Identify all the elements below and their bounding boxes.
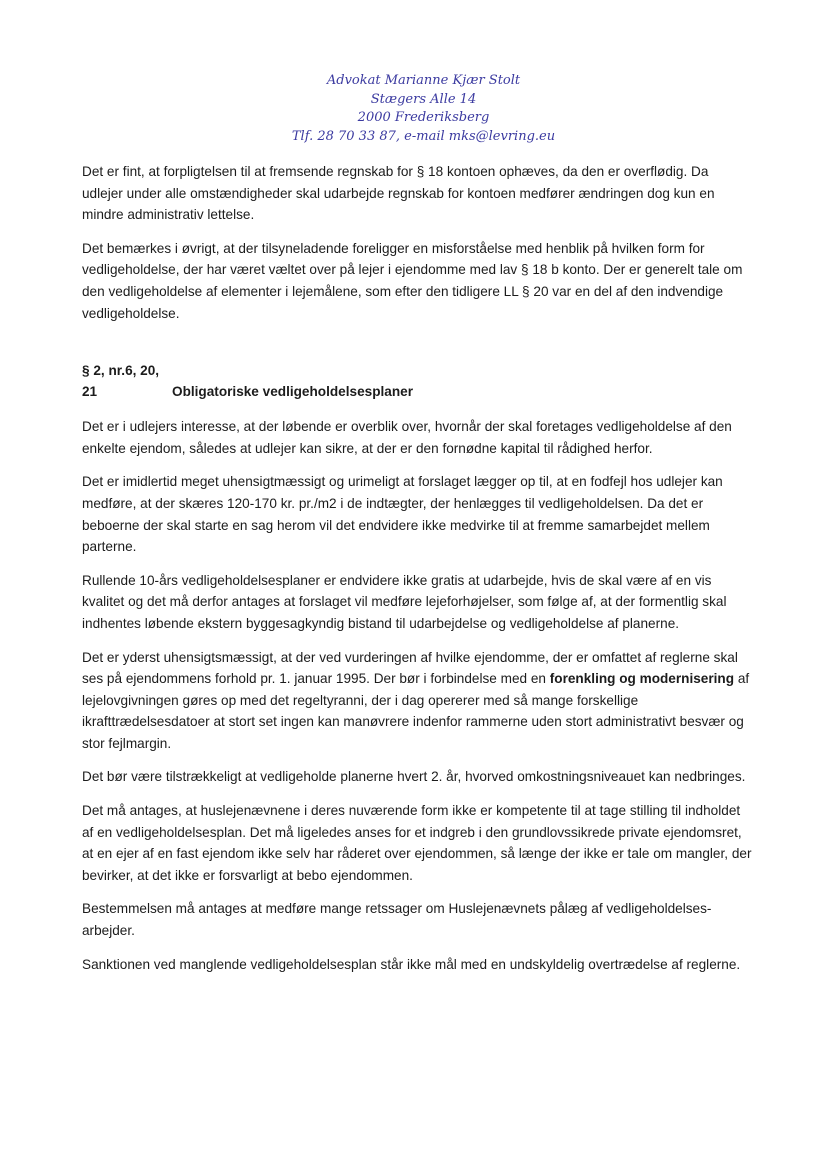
section-number-line-1: § 2, nr.6, 20, <box>82 363 160 379</box>
body-paragraph-6: Det må antages, at huslejenævnene i deres nuværende form ikke er kompetente til at tage stilling til indholdet af en vedligeholdelsesplan. Det må ligeledes anses for et indgreb i den grundlovssikrede private ejendomsret, at en ejer af en fast ejendom ikke selv har råderet over ejendommen, så længe der ikke er tale om mangler, der bevirker, at det ikke er forsvarligt at bebo ejendommen. <box>82 803 752 883</box>
intro-paragraph-2: Det bemærkes i øvrigt, at der tilsyneladende foreligger en misforståelse med henblik på hvilken form for vedligeholdelse, der har været væltet over på lejer i ejendomme med lav § 18 b konto. Der er generelt tale om den vedligeholdelse af elementer i lejemålene, som efter den tidligere LL § 20 var en del af den indvendige vedligeholdelse. <box>82 240 743 321</box>
body-paragraph-7: Bestemmelsen må antages at medføre mange retssager om Huslejenævnets pålæg af vedligeholdelses-arbejder. <box>82 901 712 939</box>
body-paragraph-8: Sanktionen ved manglende vedligeholdelsesplan står ikke mål med en undskyldelig overtrædelse af reglerne. <box>82 956 741 972</box>
section-title: Obligatoriske vedligeholdelsesplaner <box>172 384 413 400</box>
letterhead <box>0 72 827 146</box>
body-paragraph-4-part-a: Det er yderst uhensigtsmæssigt, at der ved vurderingen af hvilke ejendomme, der er omfattet af reglerne skal ses på ejendommens forhold pr. 1. januar 1995. Der bør i forbindelse med en <box>82 649 738 687</box>
body-paragraph-5: Det bør være tilstrækkeligt at vedligeholde planerne hvert 2. år, hvorved omkostningsniveauet kan nedbringes. <box>82 769 746 785</box>
letterhead-contact: Tlf. 28 70 33 87, e-mail mks@levring.eu <box>291 128 556 144</box>
intro-paragraph-1: Det er fint, at forpligtelsen til at fremsende regnskab for § 18 kontoen ophæves, da den er overflødig. Da udlejer under alle omstændigheder skal udarbejde regnskab for kontoen medfører ændringen dog kun en mindre administrativ lettelse. <box>82 164 715 223</box>
body-paragraph-2: Det er imidlertid meget uhensigtmæssigt og urimeligt at forslaget lægger op til, at en fodfejl hos udlejer kan medføre, at der skæres 120-170 kr. pr./m2 i de indtægter, der henlægges til vedligeholdelsen. Da det er beboerne der skal starte en sag herom vil det endvidere ikke medvirke til at fremme samarbejdet mellem parterne. <box>82 474 723 555</box>
letterhead-name: Advokat Marianne Kjær Stolt <box>326 73 521 88</box>
body-paragraph-3: Rullende 10-års vedligeholdelsesplaner er endvidere ikke gratis at udarbejde, hvis de skal være af en vis kvalitet og det må derfor antages at forslaget vil medføre lejeforhøjelser, som følge af, at der formentlig skal indhentes løbende ekstern byggesagkyndig bistand til udarbejdelse og vedligeholdelse af planerne. <box>82 572 727 631</box>
document-body <box>82 161 752 987</box>
body-paragraph-4-part-b: af lejelovgivningen gøres op med det regeltyranni, der i dag opererer med så mange forskellige ikrafttrædelsesdatoer at stort set ingen kan manøvrere indenfor rammerne uden stort administrativt besvær og stor fejlmargin. <box>82 671 750 751</box>
section-heading <box>82 360 752 402</box>
letterhead-street: Stægers Alle 14 <box>370 91 477 107</box>
body-paragraph-4-emphasis: forenkling og modernisering <box>549 671 735 687</box>
body-paragraph-1: Det er i udlejers interesse, at der løbende er overblik over, hvornår der skal foretages vedligeholdelse af den enkelte ejendom, således at udlejer kan sikre, at der er den fornødne kapital til rådighed herfor. <box>82 419 732 456</box>
letterhead-city: 2000 Frederiksberg <box>357 110 490 125</box>
body-paragraph-4 <box>82 647 752 755</box>
section-number-line-2: 21 <box>82 384 98 400</box>
